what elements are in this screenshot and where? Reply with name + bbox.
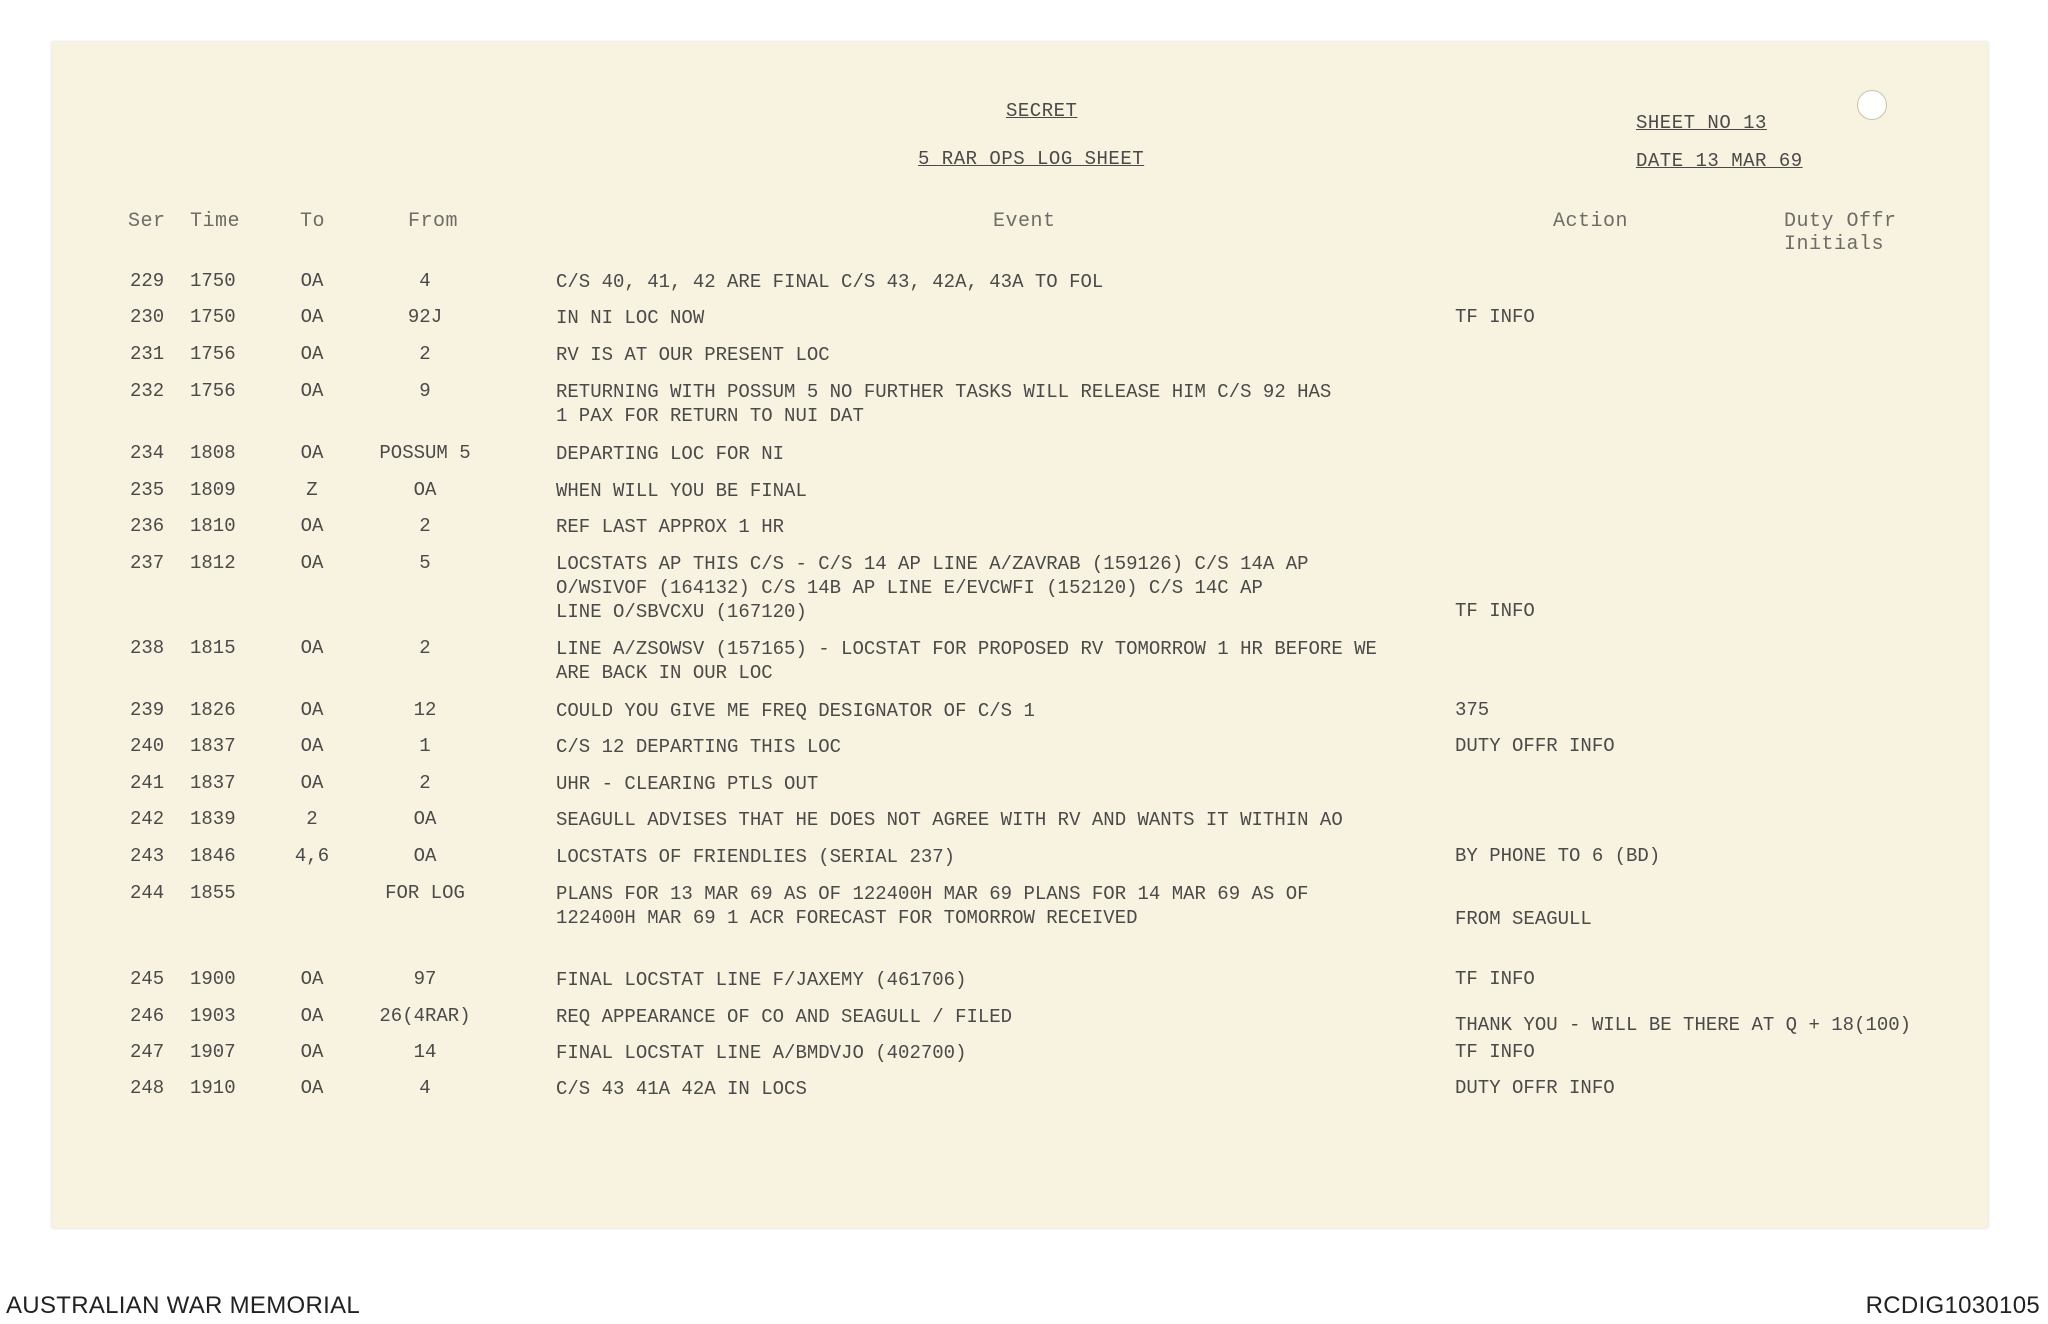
from-cell: 26(4RAR)	[379, 1005, 471, 1027]
event-line: LINE A/ZSOWSV (157165) - LOCSTAT FOR PROPOSED RV TOMORROW 1 HR BEFORE WE	[556, 638, 1377, 660]
punch-hole	[1857, 90, 1887, 120]
event-line: IN NI LOC NOW	[556, 307, 705, 329]
event-line: UHR - CLEARING PTLS OUT	[556, 773, 819, 795]
from-cell: OA	[413, 845, 437, 867]
to-cell: OA	[300, 1005, 324, 1027]
sheet-number: SHEET NO 13	[1636, 112, 1767, 134]
time-cell: 1815	[190, 637, 236, 659]
from-cell: 5	[419, 552, 431, 574]
action-cell: THANK YOU - WILL BE THERE AT Q + 18(100)	[1455, 1014, 1912, 1036]
serial-cell: 231	[130, 343, 165, 365]
column-header-initials: Initials	[1784, 233, 1885, 256]
serial-cell: 245	[130, 968, 165, 990]
event-line: SEAGULL ADVISES THAT HE DOES NOT AGREE WITH RV AND WANTS IT WITHIN AO	[556, 809, 1343, 831]
from-cell: 97	[413, 968, 437, 990]
action-cell: 375	[1455, 699, 1490, 721]
to-cell: OA	[300, 442, 324, 464]
time-cell: 1907	[190, 1041, 236, 1063]
to-cell: Z	[306, 479, 318, 501]
sheet-title: 5 RAR OPS LOG SHEET	[918, 148, 1145, 170]
event-line: LOCSTATS AP THIS C/S - C/S 14 AP LINE A/ZAVRAB (159126) C/S 14A AP	[556, 553, 1309, 575]
time-cell: 1900	[190, 968, 236, 990]
serial-cell: 244	[130, 882, 165, 904]
event-line: LINE O/SBVCXU (167120)	[556, 601, 807, 623]
action-cell: TF INFO	[1455, 1041, 1535, 1063]
from-cell: 12	[413, 699, 437, 721]
time-cell: 1826	[190, 699, 236, 721]
to-cell: 2	[306, 808, 318, 830]
action-cell: DUTY OFFR INFO	[1455, 1077, 1615, 1099]
event-line: WHEN WILL YOU BE FINAL	[556, 480, 807, 502]
event-line: DEPARTING LOC FOR NI	[556, 443, 785, 465]
event-line: 1 PAX FOR RETURN TO NUI DAT	[556, 405, 864, 427]
to-cell: 4,6	[294, 845, 330, 867]
event-line: RV IS AT OUR PRESENT LOC	[556, 344, 830, 366]
event-line: FINAL LOCSTAT LINE F/JAXEMY (461706)	[556, 969, 967, 991]
from-cell: 9	[419, 380, 431, 402]
time-cell: 1810	[190, 515, 236, 537]
event-line: ARE BACK IN OUR LOC	[556, 662, 773, 684]
from-cell: 2	[419, 637, 431, 659]
serial-cell: 248	[130, 1077, 165, 1099]
from-cell: 92J	[407, 306, 443, 328]
time-cell: 1910	[190, 1077, 236, 1099]
serial-cell: 240	[130, 735, 165, 757]
serial-cell: 243	[130, 845, 165, 867]
serial-cell: 229	[130, 270, 165, 292]
time-cell: 1756	[190, 343, 236, 365]
action-cell: TF INFO	[1455, 306, 1535, 328]
to-cell: OA	[300, 699, 324, 721]
time-cell: 1809	[190, 479, 236, 501]
classification-label: SECRET	[1006, 100, 1078, 122]
column-header-action: Action	[1553, 210, 1629, 233]
to-cell: OA	[300, 772, 324, 794]
from-cell: 4	[419, 270, 431, 292]
from-cell: POSSUM 5	[379, 442, 471, 464]
column-header-from: From	[408, 210, 459, 233]
action-cell: FROM SEAGULL	[1455, 908, 1592, 930]
time-cell: 1846	[190, 845, 236, 867]
serial-cell: 232	[130, 380, 165, 402]
serial-cell: 236	[130, 515, 165, 537]
from-cell: 2	[419, 772, 431, 794]
time-cell: 1750	[190, 270, 236, 292]
event-line: COULD YOU GIVE ME FREQ DESIGNATOR OF C/S 1	[556, 700, 1035, 722]
to-cell: OA	[300, 1077, 324, 1099]
event-line: C/S 12 DEPARTING THIS LOC	[556, 736, 842, 758]
event-line: RETURNING WITH POSSUM 5 NO FURTHER TASKS WILL RELEASE HIM C/S 92 HAS	[556, 381, 1332, 403]
action-cell: DUTY OFFR INFO	[1455, 735, 1615, 757]
footer-record-id: RCDIG1030105	[1865, 1292, 2040, 1319]
serial-cell: 246	[130, 1005, 165, 1027]
to-cell: OA	[300, 552, 324, 574]
from-cell: OA	[413, 479, 437, 501]
serial-cell: 234	[130, 442, 165, 464]
event-line: FINAL LOCSTAT LINE A/BMDVJO (402700)	[556, 1042, 967, 1064]
action-cell: TF INFO	[1455, 968, 1535, 990]
from-cell: OA	[413, 808, 437, 830]
event-line: O/WSIVOF (164132) C/S 14B AP LINE E/EVCWFI (152120) C/S 14C AP	[556, 577, 1263, 599]
serial-cell: 241	[130, 772, 165, 794]
column-header-event: Event	[993, 210, 1056, 233]
event-line: 122400H MAR 69 1 ACR FORECAST FOR TOMORROW RECEIVED	[556, 907, 1138, 929]
action-cell: TF INFO	[1455, 600, 1535, 622]
from-cell: FOR LOG	[385, 882, 465, 904]
time-cell: 1837	[190, 772, 236, 794]
event-line: REQ APPEARANCE OF CO AND SEAGULL / FILED	[556, 1006, 1013, 1028]
serial-cell: 242	[130, 808, 165, 830]
event-line: PLANS FOR 13 MAR 69 AS OF 122400H MAR 69 PLANS FOR 14 MAR 69 AS OF	[556, 883, 1309, 905]
to-cell: OA	[300, 380, 324, 402]
from-cell: 1	[419, 735, 431, 757]
event-line: C/S 43 41A 42A IN LOCS	[556, 1078, 807, 1100]
to-cell: OA	[300, 735, 324, 757]
column-header-ser: Ser	[128, 210, 166, 233]
serial-cell: 239	[130, 699, 165, 721]
to-cell: OA	[300, 343, 324, 365]
to-cell: OA	[300, 515, 324, 537]
time-cell: 1855	[190, 882, 236, 904]
to-cell: OA	[300, 968, 324, 990]
sheet-date: DATE 13 MAR 69	[1636, 150, 1803, 172]
event-line: C/S 40, 41, 42 ARE FINAL C/S 43, 42A, 43A TO FOL	[556, 271, 1104, 293]
column-header-to: To	[300, 210, 326, 233]
to-cell: OA	[300, 637, 324, 659]
footer-institution: AUSTRALIAN WAR MEMORIAL	[6, 1292, 361, 1319]
from-cell: 4	[419, 1077, 431, 1099]
to-cell: OA	[300, 1041, 324, 1063]
event-line: REF LAST APPROX 1 HR	[556, 516, 785, 538]
time-cell: 1750	[190, 306, 236, 328]
time-cell: 1812	[190, 552, 236, 574]
to-cell: OA	[300, 270, 324, 292]
column-header-duty-offr: Duty Offr	[1784, 210, 1897, 233]
event-line: LOCSTATS OF FRIENDLIES (SERIAL 237)	[556, 846, 956, 868]
to-cell: OA	[300, 306, 324, 328]
serial-cell: 237	[130, 552, 165, 574]
action-cell: BY PHONE TO 6 (BD)	[1455, 845, 1661, 867]
serial-cell: 230	[130, 306, 165, 328]
from-cell: 2	[419, 515, 431, 537]
column-header-time: Time	[190, 210, 241, 233]
from-cell: 14	[413, 1041, 437, 1063]
time-cell: 1903	[190, 1005, 236, 1027]
time-cell: 1808	[190, 442, 236, 464]
time-cell: 1839	[190, 808, 236, 830]
serial-cell: 235	[130, 479, 165, 501]
time-cell: 1756	[190, 380, 236, 402]
serial-cell: 238	[130, 637, 165, 659]
from-cell: 2	[419, 343, 431, 365]
time-cell: 1837	[190, 735, 236, 757]
serial-cell: 247	[130, 1041, 165, 1063]
